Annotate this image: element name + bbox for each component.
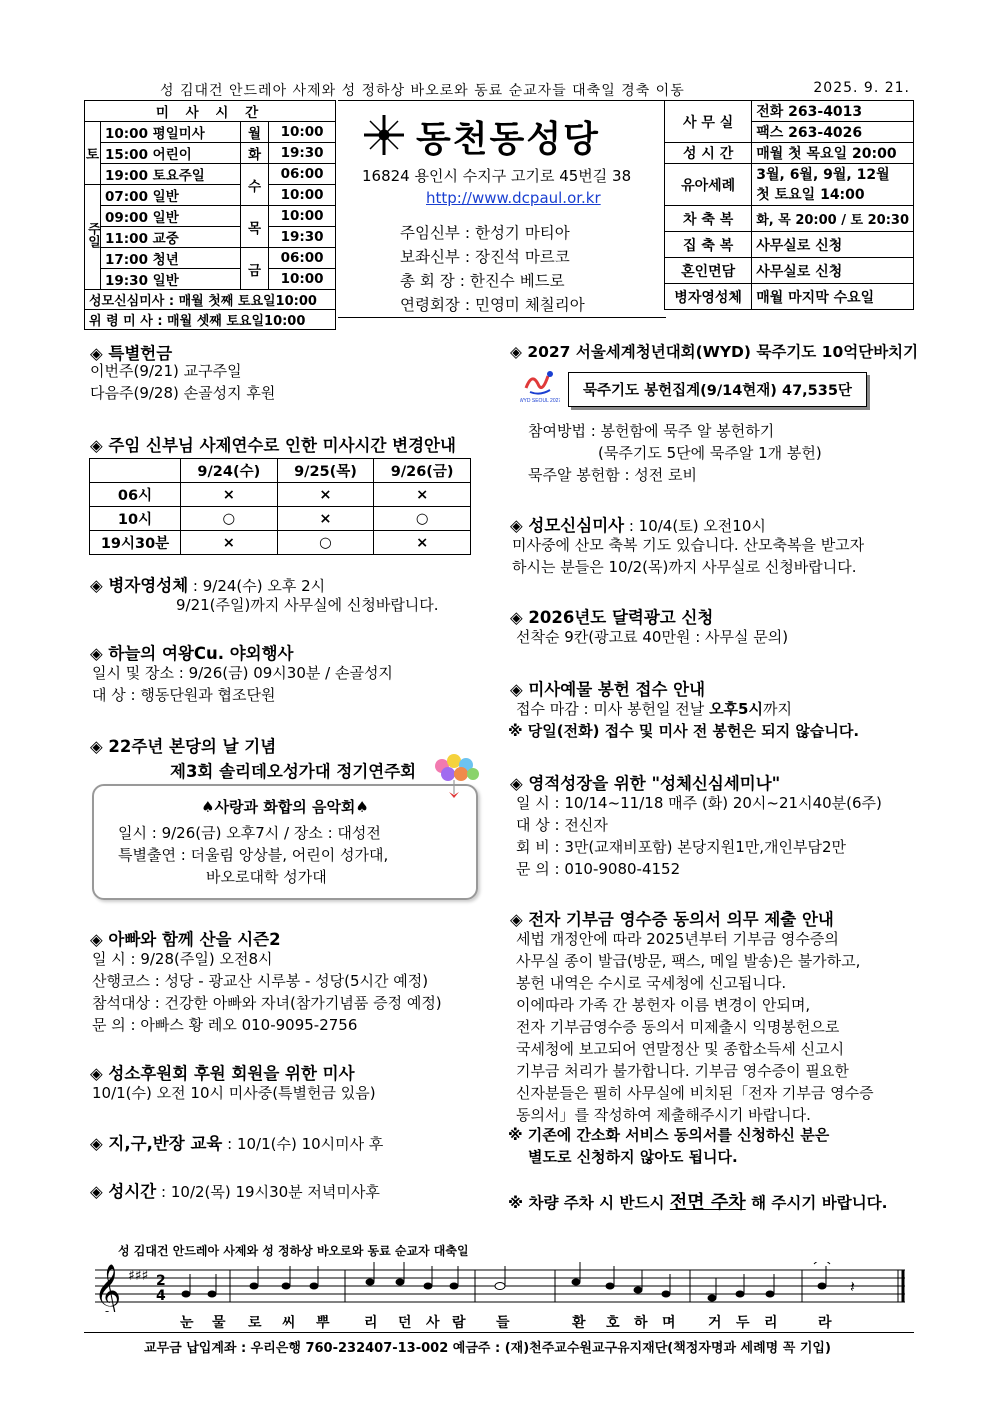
schedule-mark: × (277, 507, 374, 531)
lyric-syllable: 사 (426, 1315, 440, 1331)
offering-notice-line2: ※ 당일(전화) 접수 및 미사 전 봉헌은 되지 않습니다. (508, 722, 860, 740)
anniversary-subtitle: 제3회 솔리데오성가대 정기연주회 (170, 762, 417, 781)
mass-time: 11:00 교중 (101, 227, 241, 248)
staff-president: 총 회 장 : 한진수 베드로 (400, 272, 565, 290)
sponsor-mass-line: 10/1(수) 오전 10시 미사중(특별헌금 있음) (92, 1084, 376, 1102)
office-row-value: 매월 첫 목요일 20:00 (752, 143, 914, 164)
schedule-row-time: 06시 (90, 483, 181, 507)
offering-notice-deadline: 오후5시 (709, 700, 763, 718)
schedule-mark: × (277, 483, 374, 507)
lyric-syllable: 거 (708, 1315, 722, 1331)
parking-notice (508, 1192, 888, 1214)
receipt-line: 세법 개정안에 따라 2025년부터 기부금 영수증의 (516, 930, 839, 948)
receipt-line: 신자분들은 필히 사무실에 비치된「전자 기부금 영수증 (516, 1084, 874, 1102)
staff-list (400, 221, 585, 317)
legion-title: ◈ 하늘의 여왕Cu. 야외행사 (90, 644, 294, 663)
wyd-tally-box: 묵주기도 봉헌집계(9/14현재) 47,535단 (568, 372, 867, 407)
weekday-time: 06:00 (269, 164, 336, 185)
parish-address: 16824 용인시 수지구 고기로 45번길 38 (362, 167, 632, 185)
wyd-line: 묵주알 봉헌함 : 성전 로비 (528, 466, 698, 484)
offering-line: 다음주(9/28) 손골성지 후원 (90, 384, 276, 402)
feast-line: 성 김대건 안드레아 사제와 성 정하상 바오로와 동료 순교자들 대축일 경축 이동 (160, 83, 685, 99)
lyric-syllable: 라 (818, 1315, 832, 1331)
receipt-line: 국세청에 보고되어 연말정산 및 종합소득세 신고시 (516, 1040, 845, 1058)
receipt-line: 동의서」를 작성하여 제출해주시기 바랍니다. (516, 1106, 811, 1124)
schedule-mark: × (374, 531, 471, 555)
schedule-mark: ○ (181, 507, 278, 531)
offering-body (90, 360, 275, 404)
lyric-syllable: 로 (248, 1315, 262, 1331)
office-row-label: 혼인면담 (665, 258, 752, 284)
feast-header (160, 80, 910, 100)
schedule-row-time: 19시30분 (90, 531, 181, 555)
legion-line: 대 상 : 행동단원과 협조단원 (92, 686, 276, 704)
marian-mass-line: 하시는 분들은 10/2(목)까지 사무실로 신청바랍니다. (512, 558, 857, 576)
district-edu-detail: : 10/1(수) 10시미사 후 (222, 1135, 384, 1153)
office-row-value: 사무실로 신청 (752, 232, 914, 258)
seminar-title: ◈ 영적성장을 위한 "성체신심세미나" (510, 774, 781, 793)
receipt-title: ◈ 전자 기부금 영수증 동의서 의무 제출 안내 (510, 910, 834, 929)
offering-notice-part: 까지 (762, 700, 792, 718)
schedule-col-header: 9/24(수) (181, 459, 278, 483)
mass-times-title: 미 사 시 간 (85, 101, 336, 122)
mass-times-table (84, 100, 336, 330)
rest-icon: 𝄽 (850, 1277, 855, 1296)
lyric-syllable: 눈 (180, 1315, 194, 1331)
mass-time: 07:00 일반 (101, 185, 241, 206)
seminar-line: 회 비 : 3만(교재비포함) 본당지원1만,개인부담2만 (516, 838, 847, 856)
lyric-syllable: 씨 (282, 1315, 296, 1331)
mass-time: 15:00 어린이 (101, 143, 241, 164)
note-heads (182, 1262, 827, 1302)
office-row-label: 병자영성체 (665, 284, 752, 310)
office-label: 사 무 실 (665, 101, 752, 143)
offering-notice-title: ◈ 미사예물 봉헌 접수 안내 (510, 680, 706, 699)
lyric-syllable: 호 (606, 1315, 620, 1331)
lyric-syllable: 리 (764, 1315, 778, 1331)
wyd-logo-icon (520, 366, 560, 410)
seminar-line: 일 시 : 10/14~11/18 매주 (화) 20시~21시40분(6주) (516, 794, 882, 812)
lyric-syllable: 하 (634, 1315, 648, 1331)
parking-part: 해 주시기 바랍니다. (745, 1194, 888, 1212)
staff-assistant: 보좌신부 : 장진석 마르코 (400, 248, 570, 266)
weekday-label: 수 (240, 164, 268, 206)
sunday-label (85, 185, 101, 290)
mass-time: 10:00 평일미사 (101, 122, 241, 143)
receipt-body (516, 928, 874, 1126)
offering-title: ◈ 특별헌금 (90, 344, 173, 363)
wyd-line: 참여방법 : 봉헌함에 묵주 알 봉헌하기 (528, 422, 775, 440)
receipt-note-line: ※ 기존에 간소화 서비스 동의서를 신청하신 분은 (508, 1126, 830, 1144)
parking-emphasis: 전면 주차 (669, 1192, 746, 1213)
office-row-value: 3월, 6월, 9월, 12월 첫 토요일 14:00 (752, 164, 914, 206)
wyd-logo-text: WYD SEOUL 2027 (520, 398, 560, 404)
district-edu-section (90, 1130, 383, 1155)
schedule-mark: × (374, 483, 471, 507)
marian-mass-note: 성모신심미사 : 매월 첫째 토요일10:00 (85, 290, 336, 310)
calendar-line: 선착순 9칸(광고료 40만원 : 사무실 문의) (516, 628, 789, 646)
lyric-syllable: 람 (452, 1315, 466, 1331)
hiking-title: ◈ 아빠와 함께 산을 시즌2 (90, 930, 281, 949)
seminar-line: 문 의 : 010-9080-4152 (516, 860, 681, 878)
mass-time: 17:00 청년 (101, 248, 241, 269)
legion-body (92, 662, 393, 706)
office-table (664, 100, 914, 310)
weekday-time: 19:30 (269, 143, 336, 164)
lyric-syllable: 리 (364, 1315, 378, 1331)
holy-hour-detail: : 10/2(목) 19시30분 저녁미사후 (156, 1183, 380, 1201)
concert-line: 바오로대학 성가대 (206, 868, 327, 886)
hymn-title: 성 김대건 안드레아 사제와 성 정하상 바오로와 동료 순교자 대축일 (118, 1244, 469, 1258)
footer-account: 교무금 납입계좌 : 우리은행 760-232407-13-002 예금주 : (재)천주교수원교구유지재단(책정자명과 세례명 꼭 기입) (144, 1341, 831, 1356)
schedule-col-header: 9/25(목) (277, 459, 374, 483)
receipt-line: 이에따라 가족 간 봉헌자 이름 변경이 안되며, (516, 996, 811, 1014)
time-signature-bottom: 4 (156, 1288, 166, 1304)
weekday-time: 10:00 (269, 269, 336, 290)
lyric-syllable: 들 (496, 1315, 510, 1331)
marian-mass-title: ◈ 성모신심미사 (510, 516, 625, 535)
office-row-label: 집 축 복 (665, 232, 752, 258)
staff-funeral-head: 연령회장 : 민영미 체칠리아 (400, 296, 585, 314)
mass-time: 19:00 토요주일 (101, 164, 241, 185)
marian-mass-detail: : 10/4(토) 오전10시 (624, 517, 766, 535)
weekday-time: 10:00 (269, 185, 336, 206)
weekday-time: 06:00 (269, 248, 336, 269)
office-row-label: 성 시 간 (665, 143, 752, 164)
saturday-label: 토 (85, 122, 101, 185)
lyric-syllable: 던 (398, 1315, 412, 1331)
office-fax: 팩스 263-4026 (752, 122, 914, 143)
receipt-line: 사무실 종이 발급(방문, 팩스, 메일 발송)은 불가하고, (516, 952, 861, 970)
marian-mass-body (512, 534, 864, 578)
schedule-change-title: ◈ 주임 신부님 사제연수로 인한 미사시간 변경안내 (90, 436, 456, 455)
schedule-mark: ○ (374, 507, 471, 531)
office-row-label: 차 축 복 (665, 206, 752, 232)
weekday-time: 10:00 (269, 206, 336, 227)
schedule-mark: × (181, 531, 278, 555)
treble-clef-icon: 𝄞 (94, 1263, 122, 1312)
marian-mass-line: 미사중에 산모 축복 기도 있습니다. 산모축복을 받고자 (512, 536, 865, 554)
music-staff (90, 1262, 910, 1312)
district-edu-title: ◈ 지,구,반장 교육 (90, 1134, 223, 1153)
anniversary-title: ◈ 22주년 본당의 날 기념 (90, 737, 277, 756)
parish-info (338, 100, 666, 318)
lyric-syllable: 두 (736, 1315, 750, 1331)
hiking-line: 일 시 : 9/28(주일) 오전8시 (92, 950, 273, 968)
parish-website-link[interactable]: http://www.dcpaul.or.kr (426, 189, 601, 207)
office-row-label: 유아세례 (665, 164, 752, 206)
concert-line: 일시 : 9/26(금) 오후7시 / 장소 : 대성전 (118, 824, 381, 842)
staff-svg (90, 1262, 910, 1312)
parish-name: 동천동성당 (416, 119, 600, 160)
schedule-row-time: 10시 (90, 507, 181, 531)
schedule-mark: ○ (277, 531, 374, 555)
footer-divider (84, 1332, 914, 1333)
weekday-time: 10:00 (269, 122, 336, 143)
weekday-label: 화 (240, 143, 268, 164)
time-signature-top: 2 (156, 1273, 166, 1289)
office-row-value: 화, 목 20:00 / 토 20:30 (752, 206, 914, 232)
sick-communion-note: 9/21(주일)까지 사무실에 신청바랍니다. (176, 596, 439, 614)
office-row-value: 매월 마지막 수요일 (752, 284, 914, 310)
hiking-line: 산행코스 : 성당 - 광교산 시루봉 - 성당(5시간 예정) (92, 972, 429, 990)
schedule-col-header: 9/26(금) (374, 459, 471, 483)
staff-pastor: 주임신부 : 한성기 마티아 (400, 224, 570, 242)
holy-hour-section (90, 1178, 380, 1203)
weekday-label: 월 (240, 122, 268, 143)
office-row-value: 사무실로 신청 (752, 258, 914, 284)
seminar-body (516, 792, 882, 880)
receipt-line: 전자 기부금영수증 동의서 미제출시 익명봉헌으로 (516, 1018, 840, 1036)
schedule-change-table (89, 458, 471, 555)
office-phone: 전화 263-4013 (752, 101, 914, 122)
receipt-line: 기부금 처리가 불가합니다. 기부금 영수증이 필요한 (516, 1062, 849, 1080)
legion-line: 일시 및 장소 : 9/26(금) 09시30분 / 손골성지 (92, 664, 393, 682)
wyd-line: (묵주기도 5단에 묵주알 1개 봉헌) (598, 444, 822, 462)
holy-hour-title: ◈ 성시간 (90, 1182, 157, 1201)
lyric-syllable: 물 (212, 1315, 226, 1331)
hiking-body (92, 948, 442, 1036)
sick-communion-detail: : 9/24(수) 오후 2시 (188, 577, 326, 595)
seminar-line: 대 상 : 전신자 (516, 816, 608, 834)
weekday-time: 19:30 (269, 227, 336, 248)
parking-part: ※ 차량 주차 시 반드시 (508, 1194, 670, 1212)
concert-line: 특별출연 : 더울림 앙상블, 어린이 성가대, (118, 846, 389, 864)
lyric-syllable: 뿌 (316, 1315, 330, 1331)
receipt-note-line: 별도로 신청하지 않아도 됩니다. (528, 1148, 738, 1166)
lyric-syllable: 환 (572, 1315, 586, 1331)
fermata-icon (814, 1262, 830, 1264)
concert-box-title: ♠사랑과 화합의 음악회♠ (201, 798, 369, 816)
hiking-line: 문 의 : 아빠스 황 레오 010-9095-2756 (92, 1016, 358, 1034)
receipt-line: 봉헌 내역은 수시로 국세청에 신고됩니다. (516, 974, 787, 992)
offering-notice-part: 접수 마감 : 미사 봉헌일 전날 (516, 700, 710, 718)
offering-notice-line1 (516, 698, 792, 720)
schedule-mark: × (181, 483, 278, 507)
weekday-label: 금 (240, 248, 268, 290)
bulletin-date: 2025. 9. 21. (813, 80, 910, 96)
concert-box (92, 784, 478, 900)
sponsor-mass-title: ◈ 성소후원회 후원 회원을 위한 미사 (90, 1064, 355, 1083)
hymn-lyrics (0, 1312, 992, 1332)
wyd-title: ◈ 2027 서울세계청년대회(WYD) 묵주기도 10억단바치기 (510, 343, 919, 361)
hiking-line: 참석대상 : 건강한 아빠와 자녀(참가기념품 증정 예정) (92, 994, 442, 1012)
mass-time: 09:00 일반 (101, 206, 241, 227)
key-signature-icon: ♯♯♯ (128, 1268, 149, 1284)
mass-time: 19:30 일반 (101, 269, 241, 290)
cross-icon (360, 111, 408, 163)
requiem-mass-note: 위 령 미 사 : 매월 셋째 토요일10:00 (85, 310, 336, 330)
offering-line: 이번주(9/21) 교구주일 (90, 362, 242, 380)
sick-communion-title: ◈ 병자영성체 (90, 576, 189, 595)
schedule-corner (90, 459, 181, 483)
calendar-title: ◈ 2026년도 달력광고 신청 (510, 608, 714, 627)
sunday-label-text: 주일 (85, 222, 100, 248)
lyric-syllable: 며 (662, 1315, 676, 1331)
weekday-label: 목 (240, 206, 268, 248)
